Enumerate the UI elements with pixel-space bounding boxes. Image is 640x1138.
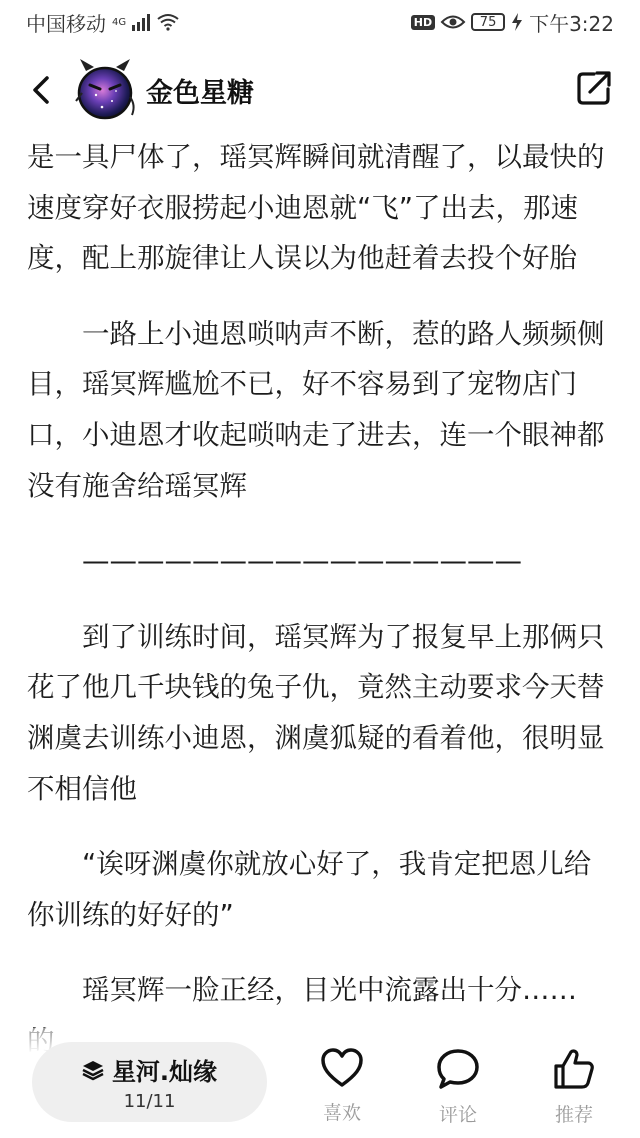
- status-bar: [0, 0, 640, 44]
- recommend-label: 推荐: [554, 1104, 593, 1126]
- signal-icon: [132, 13, 150, 31]
- paragraph: “诶呀渊虞你就放心好了，我肯定把恩儿给你训练的好好的”: [27, 848, 592, 931]
- author-avatar[interactable]: [72, 57, 138, 123]
- paragraph: 到了训练时间，瑶冥辉为了报复早上那俩只花了他几千块钱的兔子仇，竟然主动要求今天替渊虞去训练小迪恩，渊虞狐疑的看着他，很明显不相信他: [27, 620, 605, 805]
- devil-avatar-icon: [72, 57, 138, 123]
- thumbs-up-icon: [552, 1048, 596, 1090]
- paragraph: 一路上小迪恩唢呐声不断，惹的路人频频侧目，瑶冥辉尴尬不已，好不容易到了宠物店门口，小迪恩才收起唢呐走了进去，连一个眼神都没有施舍给瑶冥辉: [27, 317, 605, 502]
- eye-icon: [441, 14, 465, 30]
- status-right: [411, 8, 614, 37]
- status-left: [26, 8, 180, 37]
- back-button[interactable]: [26, 70, 56, 110]
- section-divider: ————————————————: [82, 545, 522, 578]
- top-header: [0, 50, 640, 130]
- wifi-icon: [156, 13, 180, 31]
- share-icon: [574, 68, 614, 108]
- bottom-action-bar: [0, 1028, 640, 1138]
- clock: 下午3:22: [529, 11, 614, 36]
- chevron-left-icon: [31, 75, 51, 105]
- collection-button[interactable]: [32, 1042, 267, 1122]
- share-button[interactable]: [574, 68, 614, 108]
- collection-title: 星河.灿缘: [111, 1058, 218, 1086]
- comment-icon: [436, 1048, 480, 1090]
- collection-title-row: [82, 1052, 217, 1087]
- recommend-button[interactable]: [534, 1048, 614, 1127]
- like-button[interactable]: [302, 1048, 382, 1125]
- heart-icon: [320, 1048, 364, 1088]
- network-type: 4G: [112, 16, 127, 28]
- layers-icon: [82, 1059, 104, 1081]
- article-body: [27, 132, 613, 1040]
- carrier-label: 中国移动: [26, 11, 106, 36]
- paragraph: 是一具尸体了，瑶冥辉瞬间就清醒了，以最快的速度穿好衣服捞起小迪恩就“飞”了出去，那速度，配上那旋律让人误以为他赶着去投个好胎: [27, 141, 605, 275]
- author-name[interactable]: 金色星糖: [146, 77, 254, 109]
- like-label: 喜欢: [322, 1102, 361, 1124]
- comment-label: 评论: [438, 1104, 477, 1126]
- comment-button[interactable]: [418, 1048, 498, 1127]
- battery-icon: 75: [471, 13, 505, 31]
- hd-badge: HD: [411, 15, 435, 30]
- charging-icon: [511, 13, 523, 31]
- collection-count: 11/11: [123, 1091, 176, 1112]
- paragraph: 瑶冥辉一脸正经，目光中流露出十分……: [82, 974, 577, 1007]
